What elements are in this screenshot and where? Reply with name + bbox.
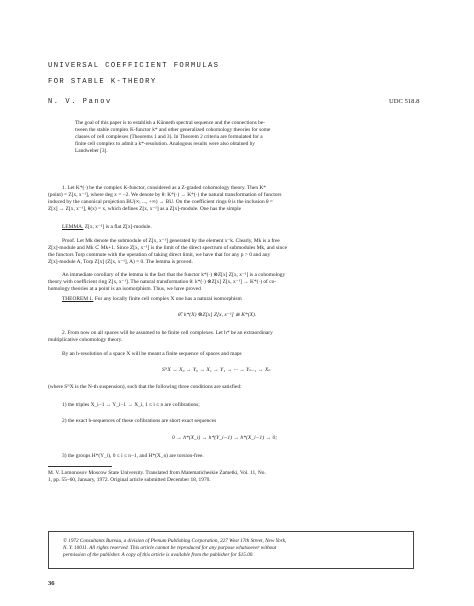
theorem-1-formula: θ̃: k*(X) ⊗Z[x] Z[x, x⁻¹] ≅ K*(X).	[178, 312, 257, 318]
proof-paragraph	[48, 238, 436, 266]
section-1-paragraph	[48, 185, 436, 213]
condition-2: 2) the exact h-sequences of these cofibrations are short exact sequences	[62, 418, 217, 424]
resolution-formula: SᴺX → X₀ → Y₀ → X₁ → Y₁ → ··· → Yₙ₋₁ → Xₙ	[162, 367, 271, 373]
resolution-intro: By an h-resolution of a space X will be meant a finite sequence of spaces and maps	[62, 351, 242, 357]
condition-3: 3) the groups H*(Y_i), 0 ≤ i ≤ n−1, and H*(X_n) are torsion-free.	[62, 453, 204, 459]
abstract-line: The goal of this paper is to establish a Künneth spectral sequence and the connections be-	[75, 120, 265, 126]
copyright-box	[48, 531, 414, 569]
abstract	[75, 120, 435, 155]
body-line: Z[x]-module and Mk ⊂ Mk+1. Since Z[x, x⁻¹] is the limit of the direct spectrum of submodules Mk, and since	[48, 245, 287, 252]
body-line: (point) = Z[x, x⁻¹], where deg x = −2. We denote by θ: K*(·) → K*(·) the natural transformation of functors	[48, 192, 282, 199]
body-line: Z[x]-module A, Torp Z[x] (Z[x, x⁻¹], A) = 0. The lemma is proved.	[48, 259, 193, 266]
lemma-text: Z[x, x⁻¹] is a flat Z[x]-module.	[84, 224, 152, 230]
abstract-line: Landweber [3].	[75, 147, 108, 154]
theorem-1-label: THEOREM 1.	[62, 296, 94, 302]
abstract-line: classes of cell complexes (Theorems 1 and 3). In Theorem 2 criteria are formulated for a	[75, 133, 263, 140]
paper-title-line-2: FOR STABLE K-THEORY	[48, 78, 157, 86]
theorem-1-text: For any locally finite cell complex X one has a natural isomorphism	[94, 296, 242, 302]
lemma-label: LEMMA.	[62, 224, 84, 230]
abstract-line: tween the stable complex K-functor k* and other generalized cohomology theories for some	[75, 126, 271, 133]
body-line: theory with coefficient ring Z[x, x⁻¹]. The natural transformation θ: k*(·) ⊗Z[x] Z[x, x⁻¹] → K*(·) of co-	[48, 279, 277, 286]
page-number: 36	[48, 580, 55, 587]
footnote-divider	[48, 466, 112, 467]
footnote-line: M. V. Lomonosov Moscow State University. Translated from Matematicheskie Zametki, Vol. 11, No.	[48, 470, 266, 476]
body-line: Z[x] → Z[x, x⁻¹], θ(x) = x, which defines Z[x, x⁻¹] as a Z[x]-module. One has the simple	[48, 206, 241, 213]
condition-1: 1) the triples X_i−1 → Y_i−1 → X_i, 1 ≤ i ≤ n are cofibrations;	[62, 402, 200, 408]
lemma	[62, 224, 436, 231]
section-2-paragraph	[48, 330, 436, 344]
body-line: 2. From now on all spaces will be assumed to be finite cell complexes. Let h* be an extraordinary	[62, 330, 273, 336]
copyright-line: N. Y. 10011. All rights reserved. This article cannot be reproduced for any purpose whatsoever without	[63, 545, 277, 551]
body-line: 1. Let K*(·) be the complex K-functor, considered as a Z-graded cohomology theory. Then K*	[62, 185, 266, 191]
abstract-line: finite cell complex to admit a k*-resolution. Analogous results were also obtained by	[75, 140, 255, 147]
footnote-line: 1, pp. 55–60, January, 1972. Original article submitted December 18, 1970.	[48, 477, 211, 484]
udc-number: UDC 518.8	[389, 98, 420, 105]
body-line: Proof. Let Mk denote the submodule of Z[x, x⁻¹] generated by the element x⁻k. Clearly, Mk is a free	[62, 238, 280, 244]
body-line: the functors Torp commute with the operation of taking direct limit, we have that for any p > 0 and any	[48, 252, 271, 259]
copyright-line: © 1972 Consultants Bureau, a division of Plenum Publishing Corporation, 227 West 17th Street, New York,	[63, 538, 287, 544]
author-name: N. V. Panov	[48, 98, 112, 106]
body-line: An immediate corollary of the lemma is the fact that the functor k*(·) ⊗Z[x] Z[x, x⁻¹] is a cohomology	[62, 272, 286, 278]
corollary-paragraph	[48, 272, 436, 293]
affiliation-footnote	[48, 470, 436, 484]
body-line: homology theories at a point is an isomorphism. Thus, we have proved	[48, 286, 201, 293]
suspension-note: (where SᴺX is the N-th suspension), such that the following three conditions are satisfied:	[48, 384, 242, 390]
condition-2-formula: 0 → h*(X_i) → h*(Y_i−1) → h*(X_i−1) → 0;	[172, 435, 278, 441]
theorem-1	[62, 296, 436, 303]
copyright-line: permission of the publisher. A copy of this article is available from the publisher for $15.00.	[63, 552, 254, 558]
body-line: induced by the canonical projection BU(∞, ..., +∞) → BU. On the coefficient rings θ is the inclusion θ =	[48, 199, 273, 206]
paper-title-line-1: UNIVERSAL COEFFICIENT FORMULAS	[48, 62, 220, 70]
body-line: multiplicative cohomology theory.	[48, 337, 123, 344]
